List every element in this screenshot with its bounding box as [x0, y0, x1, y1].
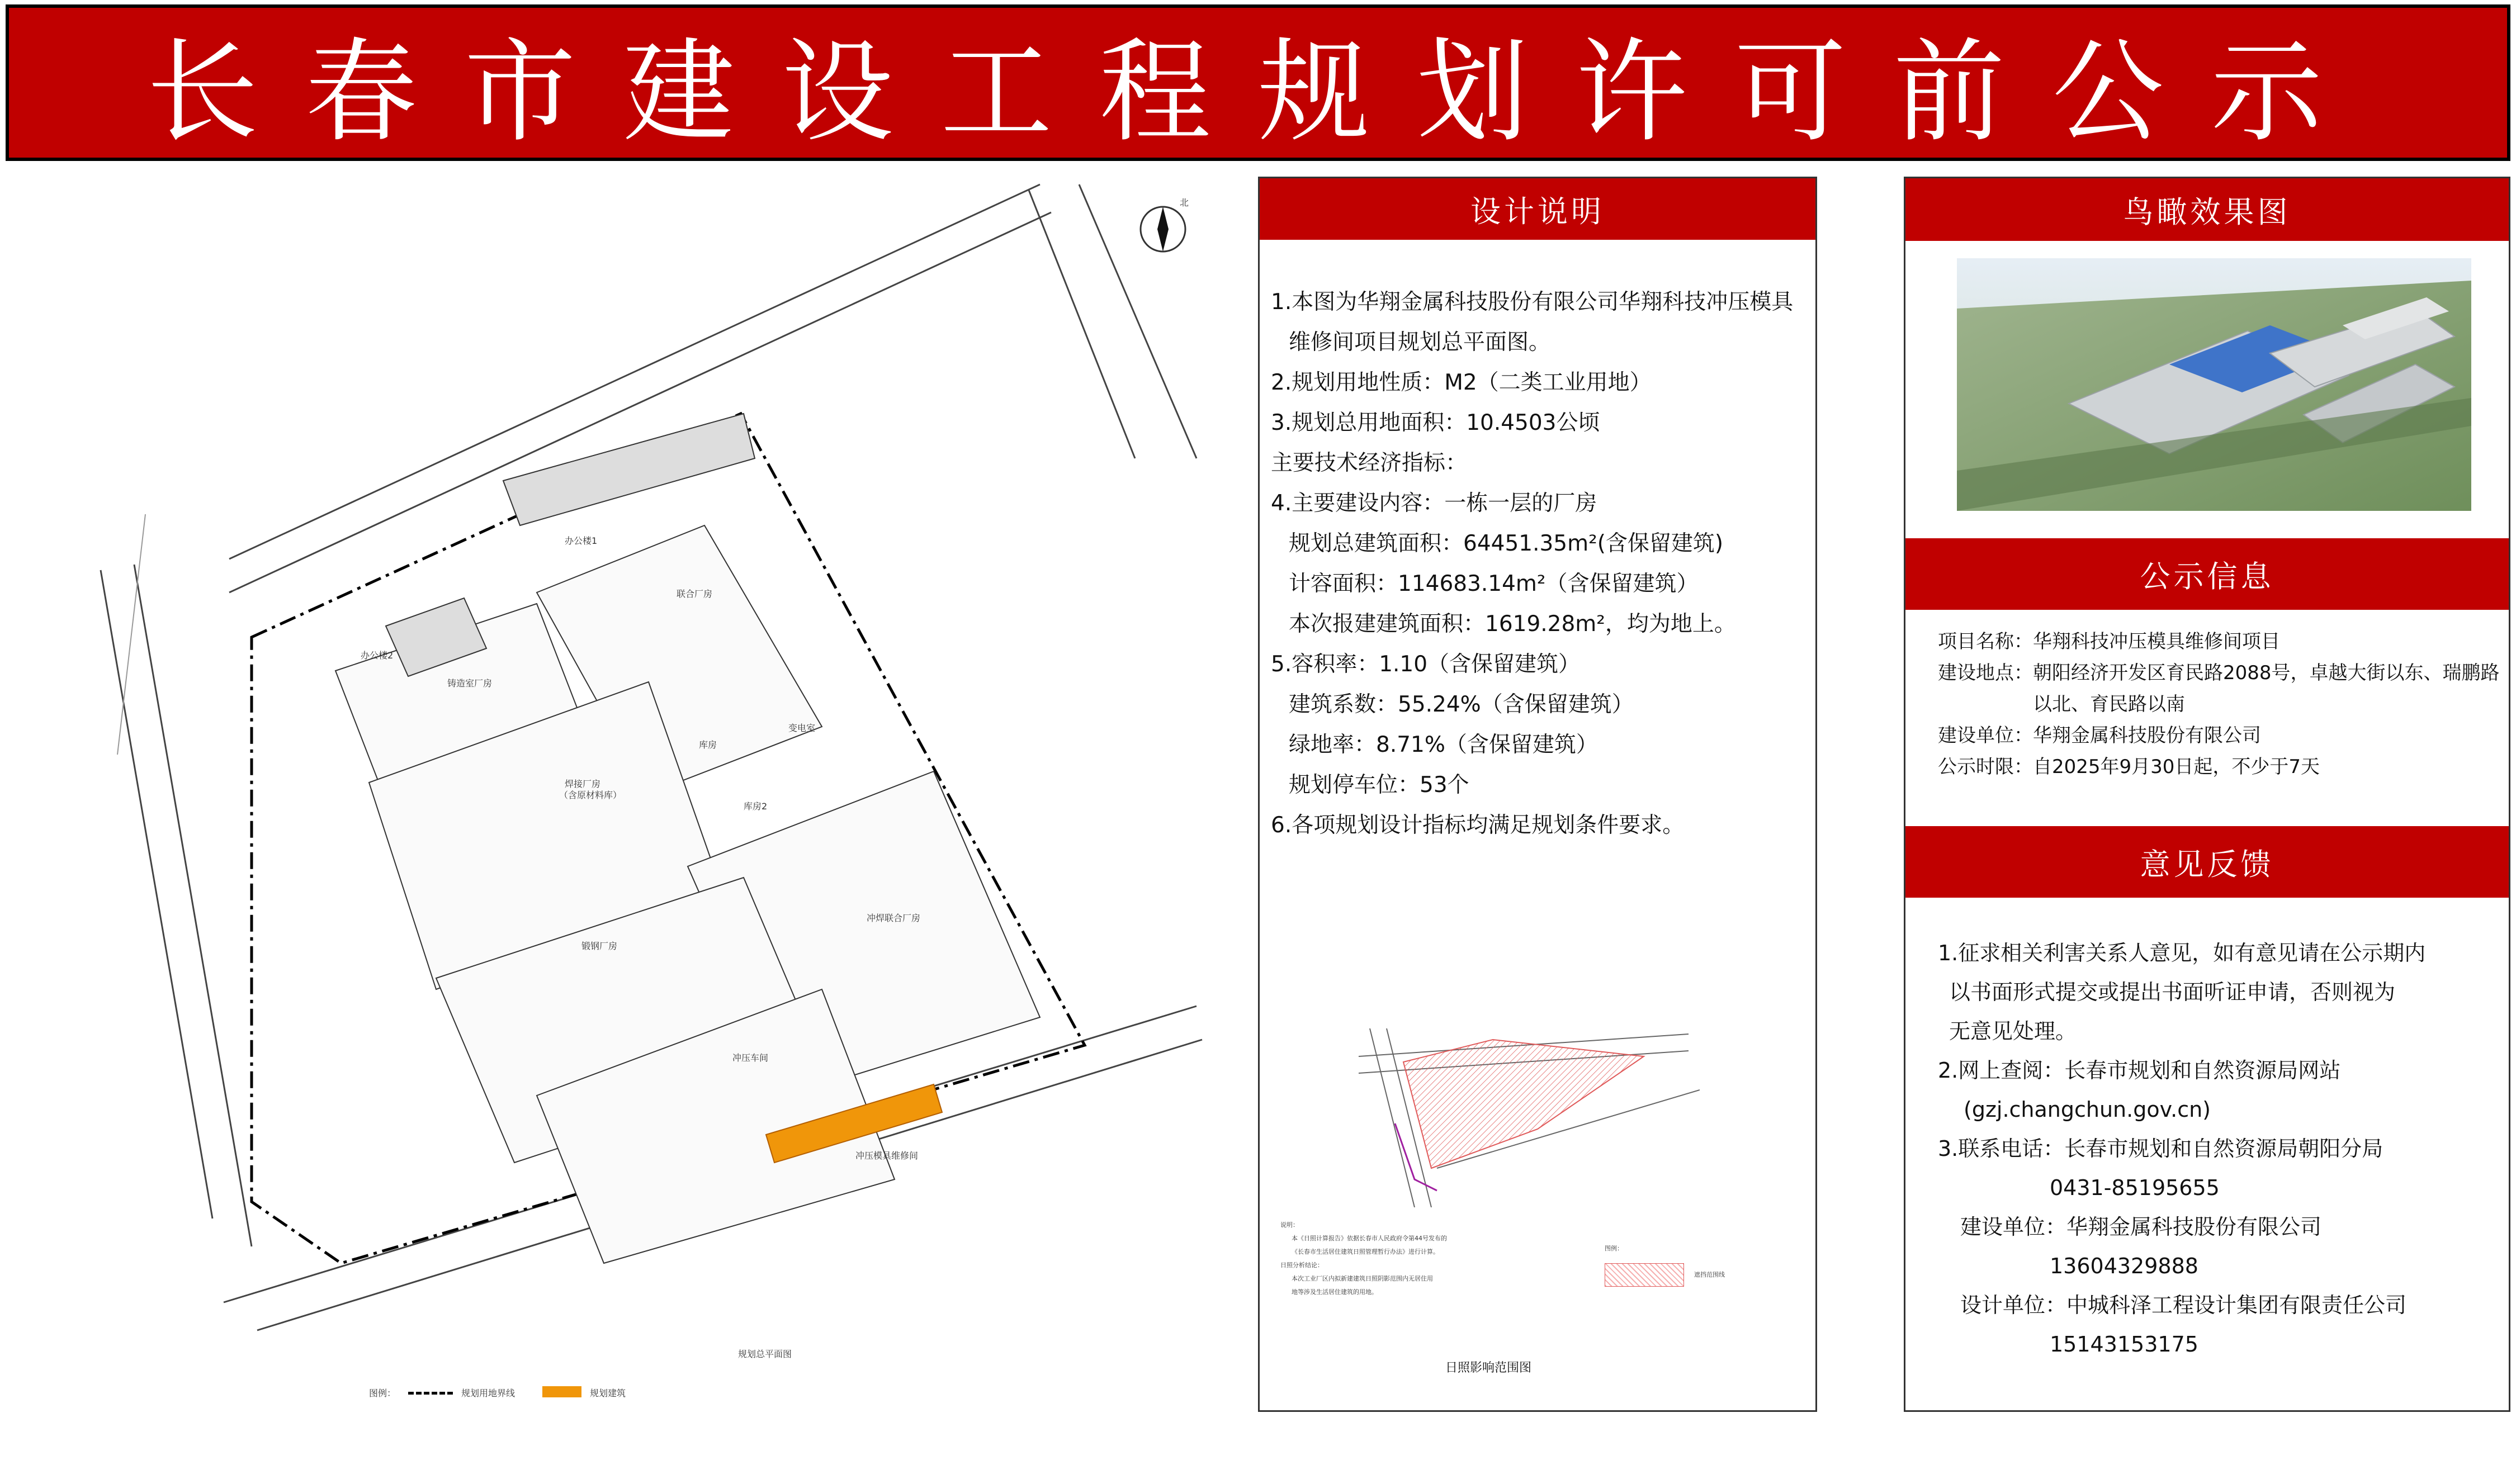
- sun-caption: 日照影响范围图: [1445, 1361, 1532, 1375]
- info-header: 公示信息: [1905, 538, 2509, 610]
- label-warehouse2: 库房2: [744, 801, 768, 812]
- design-line-4: 3.规划总用地面积：10.4503公顷: [1271, 410, 1600, 435]
- sun-notes: 说明： 本《日照计算报告》依据长春市人民政府令第44号发布的 《长春市生活居住建筑日照管理暂行办法》进行计算。 日照分析结论： 本次工业厂区内拟新建建筑日照阴影范围内无居住用 地等涉及生活居住建筑的用地。: [1280, 1221, 1447, 1296]
- feedback-phone-designer: 15143153175: [2050, 1332, 2198, 1357]
- label-stamping-assembly: 冲焊联合厂房: [867, 913, 921, 923]
- info-row-builder: 建设单位： 华翔金属科技股份有限公司: [1938, 724, 2261, 747]
- feedback-line-3: 无意见处理。: [1949, 1019, 2077, 1044]
- design-header: 设计说明: [1260, 178, 1815, 240]
- design-line-13: 规划停车位：53个: [1289, 772, 1469, 798]
- sun-legend-label: 图例：: [1605, 1245, 1623, 1252]
- design-line-2: 维修间项目规划总平面图。: [1289, 330, 1551, 355]
- aerial-rendering: [1957, 258, 2471, 511]
- feedback-line-1: 1.征求相关利害关系人意见，如有意见请在公示期内: [1938, 941, 2426, 965]
- label-forging: 锻钢厂房: [581, 941, 618, 951]
- design-line-1: 1.本图为华翔金属科技股份有限公司华翔科技冲压模具: [1271, 290, 1794, 315]
- title-banner: [6, 4, 2510, 161]
- feedback-text: [1938, 933, 2497, 1364]
- page-title: 长春市建设工程规划许可前公示: [146, 27, 2370, 158]
- design-line-12: 绿地率：8.71%（含保留建筑）: [1289, 732, 1598, 757]
- info-row-location-cont: 以北、育民路以南: [2033, 693, 2185, 715]
- label-mold-repair: 冲压模具维修间: [855, 1150, 919, 1161]
- label-office1: 办公楼1: [565, 535, 598, 546]
- feedback-website[interactable]: (gzj.changchun.gov.cn): [1964, 1097, 2211, 1122]
- feedback-line-2: 以书面形式提交或提出书面听证申请，否则视为: [1949, 980, 2396, 1004]
- design-line-10: 5.容积率：1.10（含保留建筑）: [1271, 652, 1581, 677]
- design-line-11: 建筑系数：55.24%（含保留建筑）: [1289, 692, 1634, 717]
- legend-prefix: 图例：: [369, 1388, 396, 1398]
- feedback-phone-builder: 13604329888: [2050, 1254, 2198, 1278]
- site-plan-caption: 规划总平面图: [738, 1349, 792, 1359]
- feedback-phone-bureau: 0431-85195655: [2050, 1175, 2220, 1200]
- feedback-line-6: 3.联系电话：长春市规划和自然资源局朝阳分局: [1938, 1136, 2383, 1161]
- design-line-3: 2.规划用地性质：M2（二类工业用地）: [1271, 370, 1652, 395]
- design-line-9: 本次报建建筑面积：1619.28m²，均为地上。: [1289, 611, 1736, 637]
- design-line-8: 计容面积：114683.14m²（含保留建筑）: [1289, 571, 1699, 596]
- design-line-7: 规划总建筑面积：64451.35m²(含保留建筑): [1289, 531, 1724, 556]
- label-substation: 变电室: [788, 723, 816, 733]
- feedback-header: 意见反馈: [1905, 826, 2509, 898]
- design-line-14: 6.各项规划设计指标均满足规划条件要求。: [1271, 813, 1685, 838]
- north-label: 北: [1180, 197, 1189, 208]
- sun-legend-swatch: [1605, 1263, 1684, 1287]
- design-line-5: 主要技术经济指标：: [1271, 451, 1468, 476]
- legend-boundary-swatch: [408, 1392, 453, 1395]
- sun-legend-item: 遮挡范围线: [1694, 1271, 1725, 1278]
- label-stamping: 冲压车间: [732, 1052, 769, 1063]
- label-assembly: 联合厂房: [677, 589, 713, 599]
- label-storage: 库房: [699, 739, 717, 750]
- sun-shadow-map: [1353, 1023, 1700, 1207]
- feedback-line-4: 2.网上查阅：长春市规划和自然资源局网站: [1938, 1058, 2341, 1083]
- legend-building-swatch: [542, 1386, 581, 1397]
- legend-boundary: 规划用地界线: [461, 1388, 516, 1398]
- feedback-designer: 设计单位：中城科泽工程设计集团有限责任公司: [1960, 1293, 2407, 1317]
- legend-building: 规划建筑: [590, 1388, 626, 1398]
- design-line-6: 4.主要建设内容：一栋一层的厂房: [1271, 491, 1597, 516]
- label-welding: 焊接厂房: [565, 779, 601, 789]
- site-plan-drawing: [45, 168, 1224, 1420]
- info-row-location: 建设地点： 朝阳经济开发区育民路2088号，卓越大街以东、瑞鹏路: [1938, 662, 2500, 684]
- info-text: [1938, 626, 2500, 783]
- info-row-name: 项目名称： 华翔科技冲压模具维修间项目: [1938, 630, 2280, 653]
- label-casting: 铸造室厂房: [447, 678, 493, 689]
- label-welding-sub: （含原材料库）: [559, 790, 622, 800]
- info-row-period: 公示时限： 自2025年9月30日起，不少于7天: [1938, 756, 2320, 778]
- site-plan: [45, 168, 1224, 1420]
- feedback-builder: 建设单位：华翔金属科技股份有限公司: [1960, 1215, 2322, 1239]
- label-office2: 办公楼2: [361, 650, 394, 661]
- aerial-header: 鸟瞰效果图: [1905, 178, 2509, 241]
- design-text: [1271, 282, 1830, 846]
